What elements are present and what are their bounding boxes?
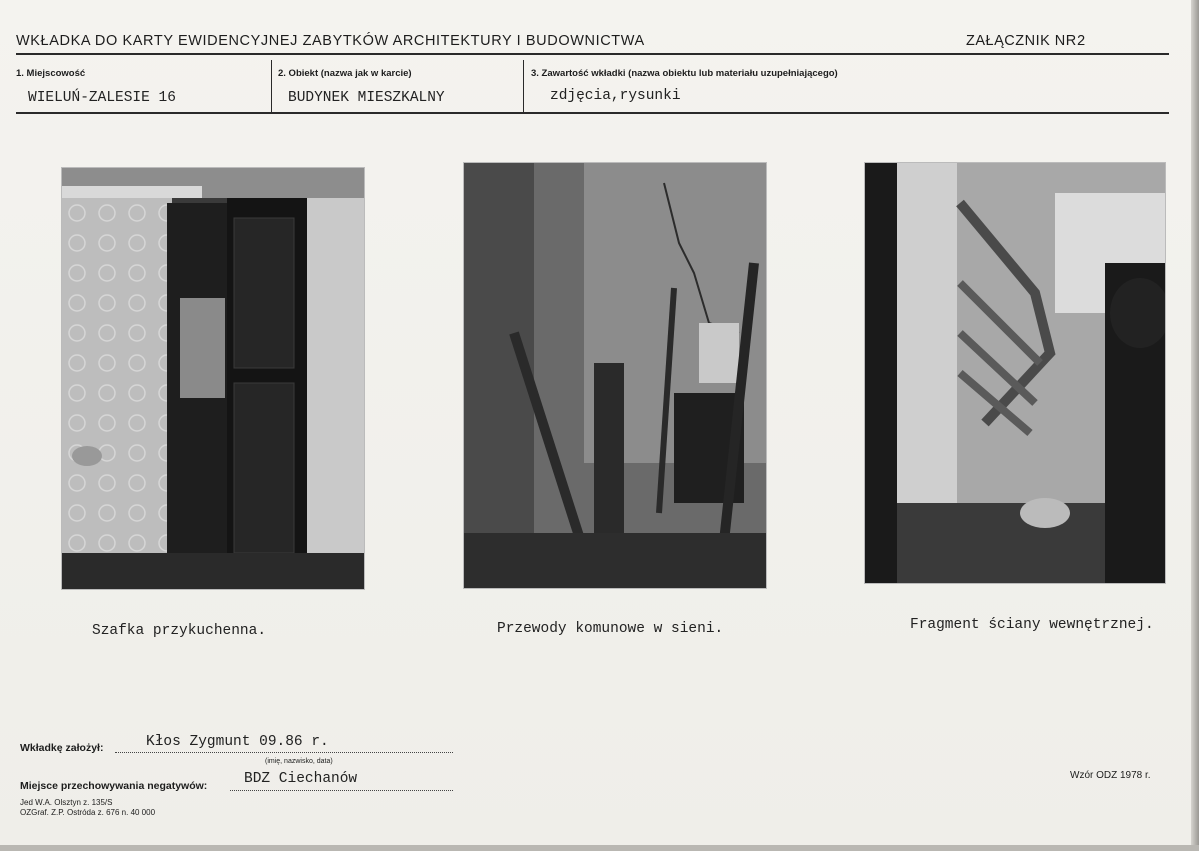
content-value: zdjęcia,rysunki [550, 88, 681, 104]
photo-hallway [464, 163, 766, 588]
photo-cabinet [62, 168, 364, 589]
card-edge-bottom [0, 845, 1199, 851]
content-label: 3. Zawartość wkładki (nazwa obiektu lub materiału uzupełniającego) [531, 68, 838, 79]
photo-caption-1: Szafka przykuchenna. [92, 623, 267, 639]
field-divider-1 [271, 60, 272, 112]
locality-value: WIELUŃ-ZALESIE 16 [28, 90, 176, 106]
object-label: 2. Obiekt (nazwa jak w karcie) [278, 68, 412, 79]
template-mark: Wzór ODZ 1978 r. [1070, 770, 1151, 781]
header-rule-top [16, 53, 1169, 55]
filed-by-hint: (imię, nazwisko, data) [265, 758, 333, 765]
annex-label-text: ZAŁĄCZNIK NR [966, 33, 1077, 49]
negatives-value: BDZ Ciechanów [244, 771, 358, 787]
negatives-line [230, 790, 453, 791]
filed-by-label: Wkładkę założył: [20, 742, 104, 754]
filed-by-line [115, 752, 453, 753]
form-title: WKŁADKA DO KARTY EWIDENCYJNEJ ZABYTKÓW ARCHITEKTURY I BUDOWNICTWA [16, 33, 645, 49]
annex-label [966, 33, 1086, 50]
field-divider-2 [523, 60, 524, 112]
photo-caption-3: Fragment ściany wewnętrznej. [910, 617, 1154, 633]
annex-number: 2 [1076, 34, 1086, 50]
card-edge [1191, 0, 1199, 851]
header-rule-bottom [16, 112, 1169, 114]
locality-label: 1. Miejscowość [16, 68, 86, 79]
filed-by-value: Kłos Zygmunt 09.86 r. [146, 734, 329, 750]
object-value: BUDYNEK MIESZKALNY [288, 90, 445, 106]
printer-info-2: OZGraf. Z.P. Ostróda z. 676 n. 40 000 [20, 808, 156, 817]
photo-wall [865, 163, 1165, 583]
printer-info-1: Jed W.A. Olsztyn z. 135/S [20, 798, 113, 807]
negatives-label: Miejsce przechowywania negatywów: [20, 780, 208, 792]
photo-caption-2: Przewody komunowe w sieni. [497, 621, 724, 637]
